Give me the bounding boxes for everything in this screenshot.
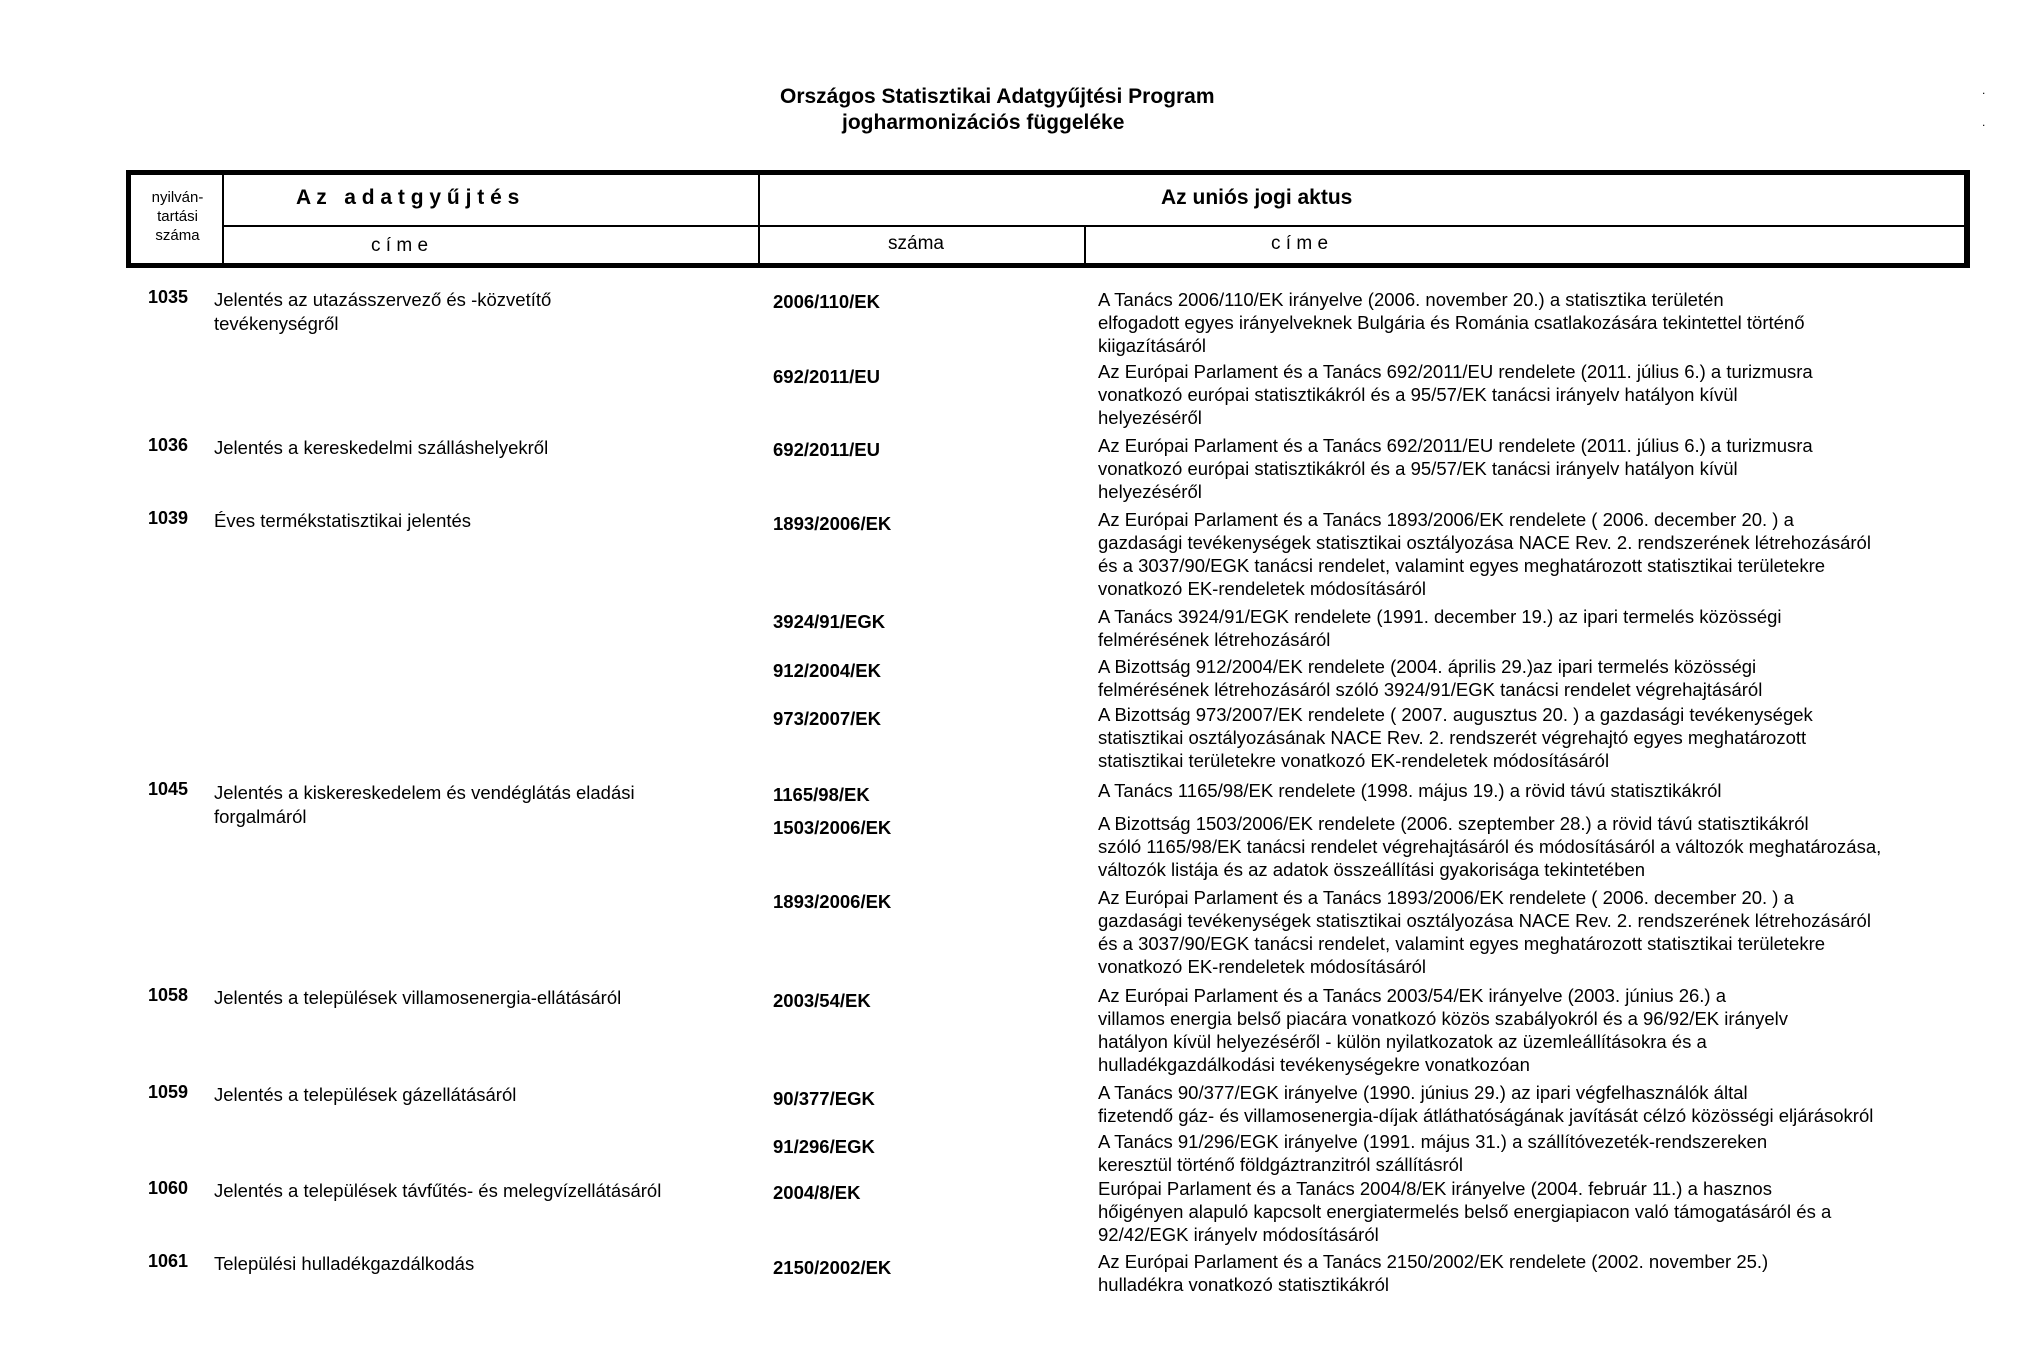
- header-eu-act-group: Az uniós jogi aktus: [1161, 186, 1353, 209]
- act-title: Európai Parlament és a Tanács 2004/8/EK irányelve (2004. február 11.) a hasznos hőigényen alapuló kapcsolt energiatermelés belső energiapiacon való támogatásáról és a 92/42/EGK irányelv módosításáról: [1098, 1178, 1832, 1245]
- act-title: A Bizottság 912/2004/EK rendelete (2004. április 29.)az ipari termelés közösségi felmérésének létrehozásáról szóló 3924/91/EGK tanácsi rendelet végrehajtásáról: [1098, 656, 1763, 700]
- act-title: Az Európai Parlament és a Tanács 2150/2002/EK rendelete (2002. november 25.) hulladékra vonatkozó statisztikákról: [1098, 1251, 1769, 1295]
- title-line-2: jogharmonizációs függeléke: [842, 111, 1125, 134]
- header-eu-act-title: c í m e: [1271, 233, 1329, 254]
- row-name: Jelentés a települések távfűtés- és melegvízellátásáról: [214, 1180, 662, 1201]
- act-title: Az Európai Parlament és a Tanács 1893/2006/EK rendelete ( 2006. december 20. ) a gazdasági tevékenységek statisztikai osztályozása NACE Rev. 2. rendszerének létrehozásáról és a 3037/90/EGK tanácsi rendelet, valamint egyes meghatározott statisztikai területekre vonatkozó EK-rendeletek módosításáról: [1098, 887, 1871, 977]
- row-id: 1045: [148, 779, 189, 799]
- act-number: 90/377/EGK: [773, 1088, 875, 1109]
- row-name: Éves termékstatisztikai jelentés: [214, 510, 472, 531]
- row-id: 1036: [148, 435, 189, 455]
- row-name: Jelentés a települések villamosenergia-ellátásáról: [214, 987, 622, 1008]
- act-title: A Tanács 1165/98/EK rendelete (1998. május 19.) a rövid távú statisztikákról: [1098, 780, 1722, 801]
- act-number: 912/2004/EK: [773, 660, 882, 681]
- act-number: 2004/8/EK: [773, 1182, 861, 1203]
- act-number: 91/296/EGK: [773, 1136, 875, 1157]
- header-eu-act-number: száma: [888, 233, 944, 254]
- act-number: 1893/2006/EK: [773, 513, 892, 534]
- act-number: 1165/98/EK: [773, 784, 870, 805]
- title-line-1: Országos Statisztikai Adatgyűjtési Program: [780, 85, 1215, 108]
- act-number: 973/2007/EK: [773, 708, 882, 729]
- row-id: 1039: [148, 508, 189, 528]
- row-id: 1035: [148, 287, 189, 307]
- row-name: Jelentés a települések gázellátásáról: [214, 1084, 517, 1105]
- act-number: 1503/2006/EK: [773, 817, 892, 838]
- row-name: Jelentés a kiskereskedelem és vendéglátás eladási forgalmáról: [214, 782, 635, 827]
- act-title: Az Európai Parlament és a Tanács 692/2011/EU rendelete (2011. július 6.) a turizmusra vonatkozó európai statisztikákról és a 95/57/EK tanácsi irányelv hatályon kívül helyezéséről: [1098, 435, 1813, 502]
- row-id: 1060: [148, 1178, 189, 1198]
- act-title: A Tanács 90/377/EGK irányelve (1990. június 29.) az ipari végfelhasználók által fizetendő gáz- és villamosenergia-díjak átláthatóságának javítását célzó közösségi eljárásokról: [1098, 1082, 1874, 1126]
- header-registration-number: nyilván- tartási száma: [151, 189, 204, 244]
- act-number: 692/2011/EU: [773, 366, 880, 387]
- act-title: Az Európai Parlament és a Tanács 692/2011/EU rendelete (2011. július 6.) a turizmusra vonatkozó európai statisztikákról és a 95/57/EK tanácsi irányelv hatályon kívül helyezéséről: [1098, 361, 1813, 428]
- margin-mark: .: [1982, 115, 1986, 129]
- row-name: Jelentés a kereskedelmi szálláshelyekről: [214, 437, 549, 458]
- act-title: A Tanács 3924/91/EGK rendelete (1991. december 19.) az ipari termelés közösségi felmérésének létrehozásáról: [1098, 606, 1782, 650]
- row-name: Jelentés az utazásszervező és -közvetítő tevékenységről: [214, 289, 552, 334]
- header-collection-group: A z a d a t g y ű j t é s: [296, 186, 520, 209]
- act-title: Az Európai Parlament és a Tanács 1893/2006/EK rendelete ( 2006. december 20. ) a gazdasági tevékenységek statisztikai osztályozása NACE Rev. 2. rendszerének létrehozásáról és a 3037/90/EGK tanácsi rendelet, valamint egyes meghatározott statisztikai területekre vonatkozó EK-rendeletek módosításáról: [1098, 509, 1871, 599]
- act-title: Az Európai Parlament és a Tanács 2003/54/EK irányelve (2003. június 26.) a villamos energia belső piacára vonatkozó közös szabályokról és a 96/92/EK irányelv hatályon kívül helyezéséről - külön nyilatkozatok az üzemleállításokra és a hulladékgazdálkodási tevékenységekre vonatkozóan: [1098, 985, 1789, 1075]
- table-header: [126, 170, 1970, 268]
- act-number: 692/2011/EU: [773, 439, 880, 460]
- act-title: A Tanács 2006/110/EK irányelve (2006. november 20.) a statisztika területén elfogadott egyes irányelveknek Bulgária és Románia csatlakozására tekintettel történő kiigazításáról: [1098, 289, 1805, 356]
- document-title: [780, 84, 1380, 136]
- row-id: 1061: [148, 1251, 189, 1271]
- act-number: 2150/2002/EK: [773, 1257, 892, 1278]
- margin-mark: .: [1982, 83, 1986, 97]
- act-number: 1893/2006/EK: [773, 891, 892, 912]
- row-name: Települési hulladékgazdálkodás: [214, 1253, 475, 1274]
- act-title: A Bizottság 1503/2006/EK rendelete (2006. szeptember 28.) a rövid távú statisztikákról szóló 1165/98/EK tanácsi rendelet végrehajtásáról és módosításáról a változók meghatározása, változók listája és az adatok összeállítási gyakorisága tekintetében: [1098, 813, 1882, 880]
- act-number: 2003/54/EK: [773, 990, 871, 1011]
- act-title: A Bizottság 973/2007/EK rendelete ( 2007. augusztus 20. ) a gazdasági tevékenységek statisztikai osztályozásának NACE Rev. 2. rendszerét végrehajtó egyes meghatározott statisztikai területekre vonatkozó EK-rendeletek módosításáról: [1098, 704, 1813, 771]
- header-collection-title: c í m e: [371, 235, 429, 256]
- row-id: 1058: [148, 985, 189, 1005]
- act-title: A Tanács 91/296/EGK irányelve (1991. május 31.) a szállítóvezeték-rendszereken keresztül történő földgáztranzitról szállításról: [1098, 1131, 1768, 1175]
- row-id: 1059: [148, 1082, 189, 1102]
- act-number: 2006/110/EK: [773, 291, 880, 312]
- act-number: 3924/91/EGK: [773, 611, 886, 632]
